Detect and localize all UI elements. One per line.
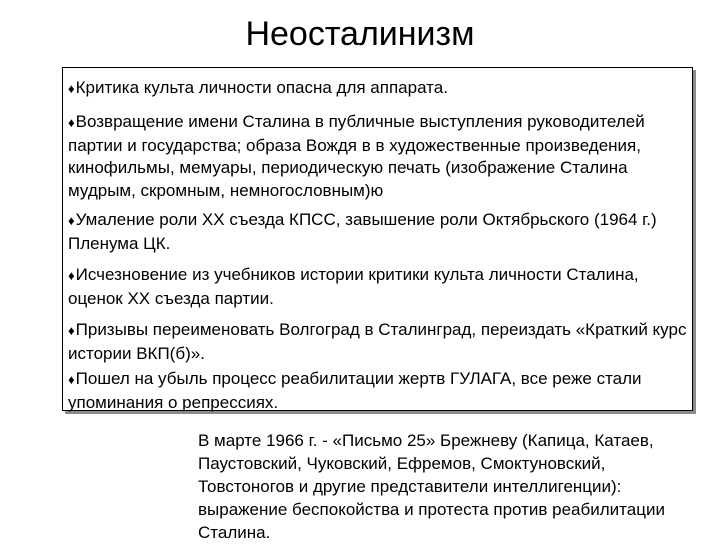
list-item	[68, 319, 688, 365]
list-item	[68, 368, 688, 414]
diamond-bullet-icon: ♦	[68, 372, 75, 387]
list-item-text: Умаление роли XX съезда КПСС, завышение роли Октябрьского (1964 г.) Пленума ЦК.	[68, 210, 657, 253]
diamond-bullet-icon: ♦	[68, 268, 75, 283]
content-box	[62, 67, 693, 411]
diamond-bullet-icon: ♦	[68, 81, 75, 96]
diamond-bullet-icon: ♦	[68, 213, 75, 228]
list-item	[68, 264, 688, 310]
list-item	[68, 111, 688, 202]
list-item-text: Призывы переименовать Волгоград в Сталинград, переиздать «Краткий курс истории ВКП(б)».	[68, 320, 687, 363]
list-item-text: Пошел на убыль процесс реабилитации жертв ГУЛАГА, все реже стали упоминания о репрессиях.	[68, 369, 642, 412]
page-title: Неосталинизм	[245, 15, 475, 53]
diamond-bullet-icon: ♦	[68, 115, 75, 130]
list-item-text: Исчезновение из учебников истории критики культа личности Сталина, оценок XX съезда партии.	[68, 265, 639, 308]
list-item-text: Возвращение имени Сталина в публичные выступления руководителей партии и государства; образа Вождя в в художественные произведения, кинофильмы, мемуары, периодическую печать (изображение Сталина мудрым, скромным, немногословным)ю	[68, 112, 645, 200]
list-item	[68, 77, 688, 101]
diamond-bullet-icon: ♦	[68, 323, 75, 338]
list-item	[68, 209, 688, 255]
note-text: В марте 1966 г. - «Письмо 25» Брежневу (Капица, Катаев, Паустовский, Чуковский, Ефремов, Смоктуновский, Товстоногов и другие представители интеллигенции): выражение беспокойства и протеста против реабилитации Сталина.	[198, 431, 665, 542]
list-item-text: Критика культа личности опасна для аппарата.	[75, 78, 448, 97]
